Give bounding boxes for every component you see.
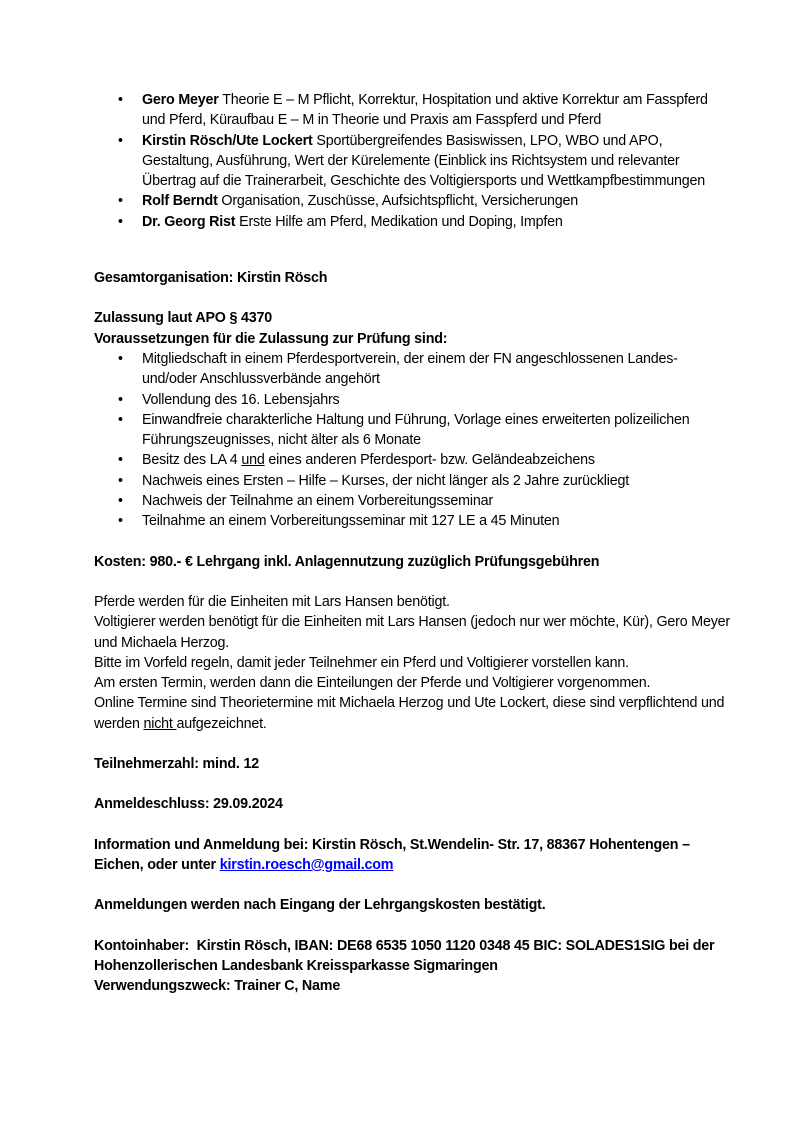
- logistics-line: Voltigierer werden benötigt für die Einheiten mit Lars Hansen (jedoch nur wer möchte, Kür), Gero Meyer und Michaela Herzog.: [94, 614, 730, 651]
- instructor-description: Organisation, Zuschüsse, Aufsichtspflicht, Versicherungen: [221, 193, 578, 210]
- instructor-item: [94, 90, 732, 131]
- bullet-icon: •: [118, 132, 123, 149]
- instructor-text: [142, 90, 732, 131]
- instructor-name: Gero Meyer: [142, 92, 219, 108]
- requirement-item: [94, 471, 732, 491]
- requirement-text: Mitgliedschaft in einem Pferdesportverein, der einem der FN angeschlossenen Landes- und/oder Anschlussverbände angehört: [142, 350, 678, 388]
- bullet-icon: •: [118, 513, 123, 530]
- contact-text: Information und Anmeldung bei: Kirstin Rösch, St.Wendelin- Str. 17, 88367 Hohentengen – Eichen, oder unter: [94, 836, 690, 873]
- requirement-text-post: eines anderen Pferdesport- bzw. Geländeabzeichens: [268, 452, 595, 469]
- bullet-icon: •: [118, 452, 123, 469]
- logistics-line: [94, 693, 732, 734]
- requirement-item: [94, 450, 732, 470]
- instructor-name: Dr. Georg Rist: [142, 213, 236, 230]
- bullet-icon: •: [118, 411, 123, 428]
- instructor-text: [142, 191, 732, 211]
- instructor-text: [142, 131, 732, 192]
- requirement-text: Einwandfreie charakterliche Haltung und Führung, Vorlage eines erweiterten polizeilichen Führungszeugnisses, nicht älter als 6 Monate: [142, 411, 690, 449]
- bullet-icon: •: [118, 213, 123, 230]
- logistics-line-underlined: nicht: [143, 715, 177, 732]
- requirement-text-pre: Besitz des LA 4: [142, 452, 238, 469]
- costs-line: Kosten: 980.- € Lehrgang inkl. Anlagennutzung zuzüglich Prüfungsgebühren: [94, 553, 600, 570]
- requirement-text-underlined: und: [241, 452, 265, 469]
- requirement-item: [94, 511, 732, 531]
- confirmation-line: Anmeldungen werden nach Eingang der Lehrgangskosten bestätigt.: [94, 897, 546, 914]
- account-line: Kontoinhaber: Kirstin Rösch, IBAN: DE68 6535 1050 1120 0348 45 BIC: SOLADES1SIG bei der Hohenzollerischen Landesbank Kreissparkasse Sigmaringen: [94, 937, 719, 974]
- purpose-line: Verwendungszweck: Trainer C, Name: [94, 978, 341, 995]
- instructor-text: [142, 212, 732, 232]
- deadline-line: Anmeldeschluss: 29.09.2024: [94, 796, 283, 813]
- requirement-item: [94, 491, 732, 511]
- logistics-line: Bitte im Vorfeld regeln, damit jeder Teilnehmer ein Pferd und Voltigierer vorstellen kann.: [94, 654, 629, 671]
- bullet-icon: •: [118, 493, 123, 510]
- instructor-description: Theorie E – M Pflicht, Korrektur, Hospitation und aktive Korrektur am Fasspferd und Pferd, Küraufbau E – M in Theorie und Praxis am Fasspferd und Pferd: [142, 92, 708, 129]
- organisation-line: Gesamtorganisation: Kirstin Rösch: [94, 270, 328, 287]
- requirement-text: Nachweis der Teilnahme an einem Vorbereitungsseminar: [142, 493, 493, 510]
- requirement-item: [94, 390, 732, 410]
- contact-line: [94, 835, 732, 876]
- requirement-text: [142, 450, 732, 470]
- admission-subheading: Voraussetzungen für die Zulassung zur Prüfung sind:: [94, 330, 448, 347]
- bullet-icon: •: [118, 193, 123, 210]
- instructor-item: [94, 131, 732, 192]
- requirement-text: Nachweis eines Ersten – Hilfe – Kurses, der nicht länger als 2 Jahre zurückliegt: [142, 472, 630, 489]
- admission-heading: Zulassung laut APO § 4370: [94, 310, 273, 327]
- bullet-icon: •: [118, 472, 123, 489]
- logistics-line: Am ersten Termin, werden dann die Einteilungen der Pferde und Voltigierer vorgenommen.: [94, 675, 651, 692]
- requirement-item: [94, 349, 732, 390]
- instructors-list: [94, 90, 732, 232]
- logistics-line-pre: Online Termine sind Theorietermine mit Michaela Herzog und Ute Lockert, diese sind verpflichtend und werden: [94, 695, 725, 732]
- instructor-description: Erste Hilfe am Pferd, Medikation und Doping, Impfen: [239, 213, 563, 230]
- logistics-line: Pferde werden für die Einheiten mit Lars Hansen benötigt.: [94, 593, 450, 610]
- bullet-icon: •: [118, 92, 123, 108]
- requirement-text: Vollendung des 16. Lebensjahrs: [142, 391, 340, 408]
- requirement-item: [94, 410, 732, 451]
- instructor-item: [94, 191, 732, 211]
- instructor-item: [94, 212, 732, 232]
- instructor-name: Kirstin Rösch/Ute Lockert: [142, 132, 313, 149]
- bullet-icon: •: [118, 350, 123, 367]
- requirement-text: Teilnahme an einem Vorbereitungsseminar mit 127 LE a 45 Minuten: [142, 513, 560, 530]
- bullet-icon: •: [118, 391, 123, 408]
- email-link[interactable]: kirstin.roesch@gmail.com: [219, 856, 394, 873]
- instructor-description: Sportübergreifendes Basiswissen, LPO, WBO und APO, Gestaltung, Ausführung, Wert der Kürelemente (Einblick ins Richtsystem und relevanter Übertrag auf die Trainerarbeit, Geschichte des Voltigiersports und Wettkampfbestimmungen: [142, 132, 706, 190]
- instructor-name: Rolf Berndt: [142, 193, 218, 210]
- participants-line: Teilnehmerzahl: mind. 12: [94, 756, 259, 773]
- requirements-list: [94, 349, 732, 532]
- logistics-paragraph: [94, 592, 732, 734]
- logistics-line-post: aufgezeichnet.: [176, 715, 267, 732]
